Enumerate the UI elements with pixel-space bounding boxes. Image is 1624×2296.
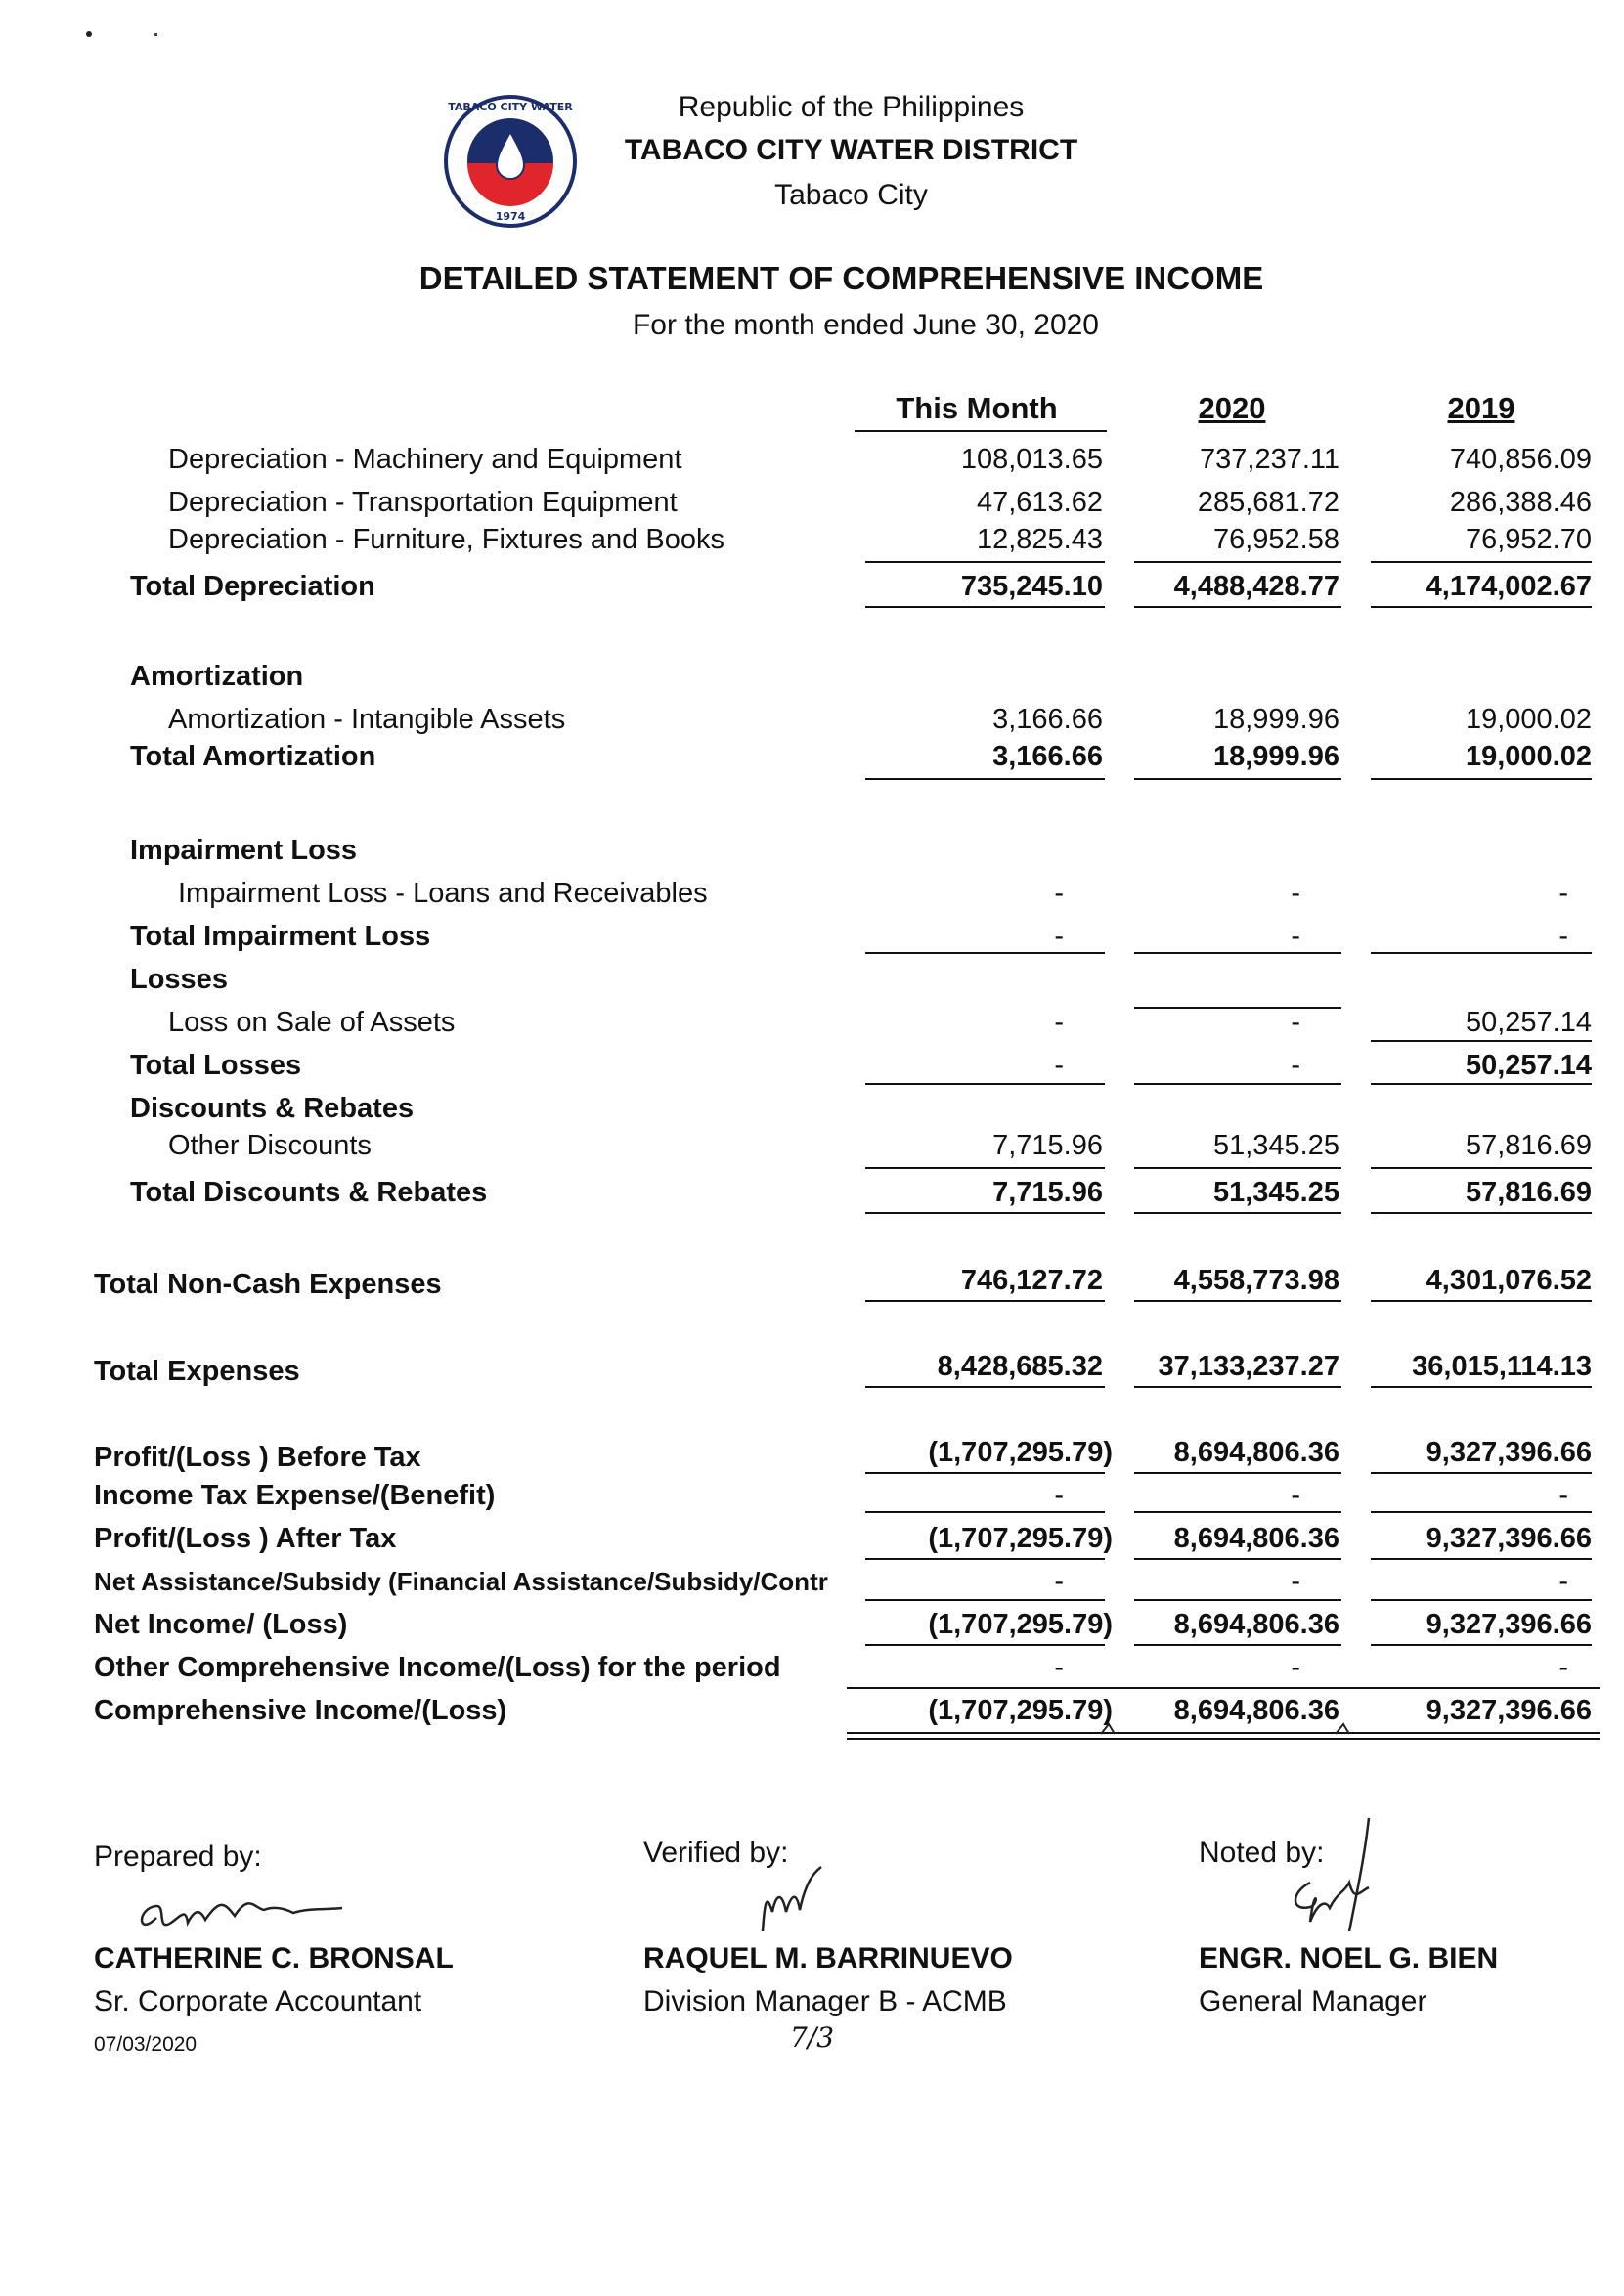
prepared-date: 07/03/2020 (94, 2033, 198, 2056)
signature-barrinuevo (743, 1863, 841, 1941)
cell-2019: 19,000.02 (1465, 741, 1592, 772)
total-line (1134, 606, 1341, 608)
verified-by-label: Verified by: (643, 1837, 789, 1869)
header-city: Tabaco City (774, 179, 928, 211)
row-label: Impairment Loss - Loans and Receivables (178, 878, 708, 909)
cell-2019: 19,000.02 (1465, 704, 1592, 735)
cell-2019: - (1558, 921, 1568, 952)
total-line (1134, 1167, 1341, 1169)
cell-2019: - (1558, 1566, 1568, 1597)
section-heading (0, 1089, 1624, 1128)
verified-by-role: Division Manager B - ACMB (643, 1985, 1007, 2017)
table-row (0, 520, 1624, 559)
total-line (1371, 1386, 1592, 1388)
total-line (865, 1167, 1105, 1169)
total-line (865, 778, 1105, 780)
total-line (1134, 1558, 1341, 1560)
cell-2020: 8,694,806.36 (1173, 1609, 1339, 1640)
cell-2020: 4,488,428.77 (1173, 571, 1339, 602)
cell-2020: 18,999.96 (1212, 741, 1339, 772)
table-row (0, 1476, 1624, 1515)
cell-2020: 51,345.25 (1212, 1130, 1339, 1161)
cell-2020: 8,694,806.36 (1173, 1523, 1339, 1554)
row-label: Total Impairment Loss (130, 921, 431, 952)
cell-2019: 9,327,396.66 (1426, 1523, 1592, 1554)
cell-this-month: 47,613.62 (976, 487, 1103, 518)
noted-by-label: Noted by: (1199, 1837, 1325, 1869)
cell-2019: 76,952.70 (1465, 524, 1592, 555)
section-label: Losses (130, 964, 228, 995)
row-label: Total Losses (130, 1050, 302, 1081)
section-label: Discounts & Rebates (130, 1093, 415, 1124)
total-line (847, 1687, 1600, 1689)
section-label: Impairment Loss (130, 835, 358, 866)
total-line (865, 1386, 1105, 1388)
double-total-line (847, 1732, 1600, 1740)
total-line (1371, 1212, 1592, 1214)
column-header-2020: 2020 (1198, 391, 1266, 425)
noted-by-name: ENGR. NOEL G. BIEN (1199, 1942, 1499, 1974)
total-line (1371, 1644, 1592, 1646)
cell-this-month: 746,127.72 (960, 1265, 1103, 1296)
row-label: Net Income/ (Loss) (94, 1609, 348, 1640)
total-line (865, 606, 1105, 608)
cell-2020: - (1291, 1050, 1300, 1081)
total-line (865, 1472, 1105, 1474)
cell-2019: 36,015,114.13 (1412, 1351, 1592, 1382)
cell-2019: 57,816.69 (1465, 1177, 1592, 1208)
total-line (1371, 1558, 1592, 1560)
total-line (1134, 1386, 1341, 1388)
scan-mark (154, 33, 157, 36)
noted-by-role: General Manager (1199, 1985, 1427, 2017)
cell-this-month: 3,166.66 (992, 704, 1103, 735)
cell-this-month: 108,013.65 (960, 444, 1103, 475)
verified-by-name: RAQUEL M. BARRINUEVO (643, 1942, 1013, 1974)
cell-2020: - (1291, 1566, 1300, 1597)
table-row (0, 700, 1624, 739)
cell-this-month: (1,707,295.79) (928, 1523, 1113, 1554)
section-label: Amortization (130, 661, 304, 692)
total-line (1371, 561, 1592, 563)
cell-this-month: - (1054, 1007, 1064, 1038)
cell-2020: 737,237.11 (1200, 444, 1339, 475)
table-row (0, 1347, 1624, 1386)
cell-2020: 51,345.25 (1212, 1177, 1339, 1208)
total-line (865, 952, 1105, 954)
total-line (865, 1558, 1105, 1560)
table-row (0, 1648, 1624, 1687)
cell-this-month: 7,715.96 (992, 1130, 1103, 1161)
total-line (1134, 1212, 1341, 1214)
cell-2019: 9,327,396.66 (1426, 1695, 1592, 1726)
cell-this-month: 735,245.10 (960, 571, 1103, 602)
cell-2020: 76,952.58 (1212, 524, 1339, 555)
prepared-by-role: Sr. Corporate Accountant (94, 1985, 422, 2017)
table-row (0, 1519, 1624, 1558)
total-line (1134, 1083, 1341, 1085)
row-label: Amortization - Intangible Assets (168, 704, 566, 735)
column-header-2019: 2019 (1447, 391, 1515, 425)
total-line (1371, 606, 1592, 608)
total-line (1371, 1040, 1592, 1042)
table-row (0, 874, 1624, 913)
svg-text:1974: 1974 (495, 210, 526, 223)
row-label: Loss on Sale of Assets (168, 1007, 456, 1038)
cell-2019: 50,257.14 (1465, 1007, 1592, 1038)
total-line (865, 1511, 1105, 1513)
row-label: Total Discounts & Rebates (130, 1177, 488, 1208)
cell-2020: 8,694,806.36 (1173, 1437, 1339, 1468)
cell-this-month: - (1054, 921, 1064, 952)
cell-2020: 285,681.72 (1197, 487, 1339, 518)
total-line (1134, 561, 1341, 563)
cell-2019: 9,327,396.66 (1426, 1609, 1592, 1640)
header-org-name: TABACO CITY WATER DISTRICT (624, 134, 1078, 166)
column-header-this-month: This Month (896, 391, 1058, 425)
total-line (865, 1300, 1105, 1302)
row-label: Total Amortization (130, 741, 376, 772)
total-line (865, 1599, 1105, 1601)
cell-2020: - (1291, 1480, 1300, 1511)
cell-2019: 50,257.14 (1465, 1050, 1592, 1081)
total-line (1134, 778, 1341, 780)
cell-2019: - (1558, 1480, 1568, 1511)
table-row (0, 1261, 1624, 1300)
cell-2020: - (1291, 878, 1300, 909)
table-row (0, 917, 1624, 956)
table-row (0, 483, 1624, 522)
total-line (1134, 1511, 1341, 1513)
column-header-underline (855, 430, 1107, 432)
total-line (1371, 952, 1592, 954)
cell-2020: 18,999.96 (1212, 704, 1339, 735)
row-label: Total Expenses (94, 1356, 300, 1387)
table-row (0, 1003, 1624, 1042)
cell-2019: 4,301,076.52 (1426, 1265, 1592, 1296)
cell-2019: 740,856.09 (1449, 444, 1592, 475)
cell-2020: 8,694,806.36 (1173, 1695, 1339, 1726)
total-line (1371, 1511, 1592, 1513)
total-line (865, 1083, 1105, 1085)
row-label: Depreciation - Transportation Equipment (168, 487, 678, 518)
table-row (0, 567, 1624, 606)
table-row (0, 1605, 1624, 1644)
table-row (0, 1173, 1624, 1212)
total-line (1134, 1300, 1341, 1302)
total-line (1371, 778, 1592, 780)
cell-2019: - (1558, 1652, 1568, 1683)
cell-2020: - (1291, 1652, 1300, 1683)
cell-this-month: - (1054, 878, 1064, 909)
row-label: Total Non-Cash Expenses (94, 1269, 442, 1300)
row-label: Depreciation - Furniture, Fixtures and Books (168, 524, 724, 555)
total-line (1371, 1167, 1592, 1169)
row-label: Other Discounts (168, 1130, 372, 1161)
verified-note: 7/3 (790, 2021, 835, 2054)
cell-2020: 37,133,237.27 (1158, 1351, 1339, 1382)
row-label: Profit/(Loss ) After Tax (94, 1523, 397, 1554)
total-line (1371, 1599, 1592, 1601)
cell-2019: 57,816.69 (1465, 1130, 1592, 1161)
row-label: Profit/(Loss ) Before Tax (94, 1442, 421, 1473)
cell-2020: 4,558,773.98 (1173, 1265, 1339, 1296)
cell-this-month: - (1054, 1480, 1064, 1511)
svg-text:TABACO CITY WATER: TABACO CITY WATER (448, 101, 573, 113)
cell-2019: 4,174,002.67 (1426, 571, 1592, 602)
cell-this-month: - (1054, 1566, 1064, 1597)
cell-2020: - (1291, 1007, 1300, 1038)
scan-mark (86, 31, 92, 37)
document-period: For the month ended June 30, 2020 (632, 309, 1099, 341)
check-mark (1334, 1716, 1361, 1738)
cell-this-month: (1,707,295.79) (928, 1609, 1113, 1640)
total-line (1134, 1599, 1341, 1601)
cell-this-month: 3,166.66 (992, 741, 1103, 772)
table-row (0, 737, 1624, 776)
section-heading (0, 960, 1624, 999)
total-line (865, 1212, 1105, 1214)
row-label: Total Depreciation (130, 571, 375, 602)
total-line (1371, 1083, 1592, 1085)
total-line (1134, 952, 1341, 954)
cell-this-month: - (1054, 1652, 1064, 1683)
total-line (865, 561, 1105, 563)
total-line (1371, 1472, 1592, 1474)
row-label: Net Assistance/Subsidy (Financial Assistance/Subsidy/Contr (94, 1567, 828, 1596)
total-line (1134, 1007, 1341, 1009)
total-line (865, 1644, 1105, 1646)
prepared-by-label: Prepared by: (94, 1841, 262, 1873)
row-label: Comprehensive Income/(Loss) (94, 1695, 507, 1726)
row-label: Depreciation - Machinery and Equipment (168, 444, 682, 475)
table-row (0, 1126, 1624, 1165)
check-mark (1099, 1716, 1126, 1738)
table-row (0, 1562, 1624, 1601)
cell-2019: - (1558, 878, 1568, 909)
table-row (0, 1433, 1624, 1472)
cell-this-month: 8,428,685.32 (937, 1351, 1103, 1382)
cell-this-month: 12,825.43 (976, 524, 1103, 555)
cell-this-month: - (1054, 1050, 1064, 1081)
row-label: Other Comprehensive Income/(Loss) for the period (94, 1652, 781, 1683)
cell-2020: - (1291, 921, 1300, 952)
section-heading (0, 831, 1624, 870)
cell-2019: 9,327,396.66 (1426, 1437, 1592, 1468)
table-row (0, 1691, 1624, 1730)
header-republic: Republic of the Philippines (678, 91, 1025, 123)
signature-bien (1261, 1814, 1398, 1951)
table-row (0, 440, 1624, 479)
document-title: DETAILED STATEMENT OF COMPREHENSIVE INCOME (418, 260, 1264, 296)
cell-this-month: 7,715.96 (992, 1177, 1103, 1208)
prepared-by-name: CATHERINE C. BRONSAL (94, 1942, 454, 1974)
signature-bronsal (127, 1879, 362, 1947)
total-line (1134, 1472, 1341, 1474)
cell-this-month: (1,707,295.79) (928, 1437, 1113, 1468)
table-row (0, 1046, 1624, 1085)
total-line (1371, 1300, 1592, 1302)
row-label: Income Tax Expense/(Benefit) (94, 1480, 496, 1511)
section-heading (0, 657, 1624, 696)
cell-this-month: (1,707,295.79) (928, 1695, 1113, 1726)
cell-2019: 286,388.46 (1449, 487, 1592, 518)
total-line (1134, 1644, 1341, 1646)
